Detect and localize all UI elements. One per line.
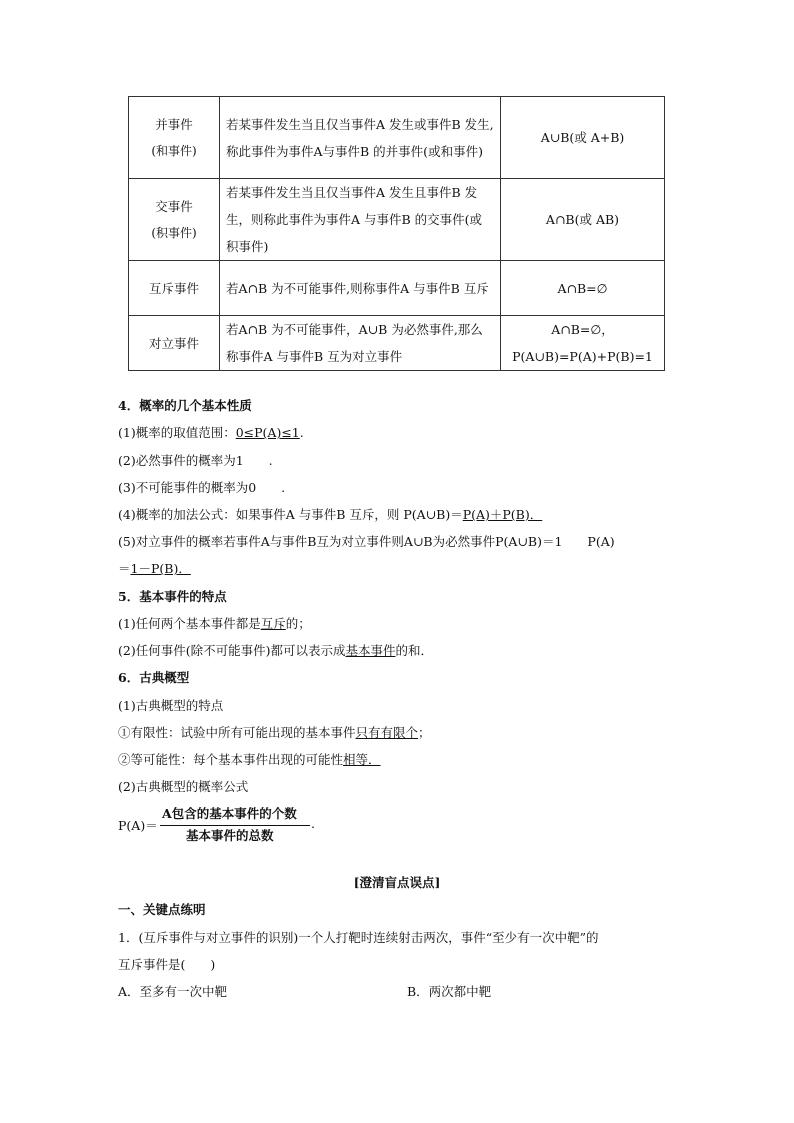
section-4-title: 4．概率的几个基本性质	[118, 398, 252, 413]
probability-formula-heading: (2)古典概型的概率公式	[118, 779, 249, 794]
event-name: 对立事件	[148, 335, 199, 351]
property-4	[118, 505, 542, 525]
equal-likelihood-text: ②等可能性：每个基本事件出现的可能性	[118, 752, 344, 767]
property-2: (2)必然事件的概率为1 .	[118, 453, 273, 468]
feature-2-end: 的和．	[395, 643, 433, 658]
event-symbol: A∩B=∅，P(A∪B)=P(A)+P(B)=1	[501, 316, 665, 371]
option-a: A．至多有一次中靶	[118, 984, 228, 999]
table-row	[129, 97, 665, 179]
table-row	[129, 261, 665, 316]
option-b: B．两次都中靶	[407, 984, 492, 999]
feature-2-text: (2)任何事件(除不可能事件)都可以表示成	[118, 643, 346, 658]
equal-likelihood-answer: 相等．	[343, 752, 381, 767]
event-symbol: A∪B(或 A+B)	[501, 97, 665, 179]
event-name: 互斥事件	[148, 280, 199, 296]
property-3: (3)不可能事件的概率为0 .	[118, 480, 286, 495]
event-alias: (和事件)	[151, 143, 197, 158]
event-symbol: A∩B=∅	[501, 261, 665, 316]
finiteness	[118, 723, 431, 743]
formula-denominator: 基本事件的总数	[186, 828, 274, 843]
section-5-title: 5．基本事件的特点	[118, 589, 227, 604]
formula-lhs: P(A)＝	[118, 818, 158, 833]
event-name-cell	[129, 179, 220, 261]
feature-1-answer: 互斥	[260, 616, 286, 631]
formula-numerator: A包含的基本事件的个数	[162, 806, 297, 821]
key-points-heading: 一、关键点练明	[118, 902, 206, 917]
property-1-end: .	[299, 425, 304, 440]
property-1-answer: 0≤P(A)≤1	[235, 425, 300, 440]
formula-period: .	[311, 816, 315, 831]
property-1-text: (1)概率的取值范围：	[118, 425, 236, 440]
property-4-text: (4)概率的加法公式：如果事件A 与事件B 互斥，则 P(A∪B)＝	[118, 507, 463, 522]
feature-1-end: 的；	[285, 616, 311, 631]
event-name-cell	[129, 261, 220, 316]
event-alias: (积事件)	[151, 225, 197, 240]
event-definition: 若A∩B 为不可能事件,则称事件A 与事件B 互斥	[220, 261, 501, 316]
property-4-answer: P(A)＋P(B)．	[462, 507, 543, 522]
event-name-cell	[129, 316, 220, 371]
event-definition: 若某事件发生当且仅当事件A 发生或事件B 发生,称此事件为事件A与事件B 的并事件(或和事件)	[220, 97, 501, 179]
event-name: 并事件	[155, 116, 193, 132]
equal-likelihood	[118, 750, 381, 770]
event-name-cell	[129, 97, 220, 179]
question-1-line-2: 互斥事件是( )	[118, 957, 216, 972]
property-1	[118, 423, 304, 443]
feature-1-text: (1)任何两个基本事件都是	[118, 616, 261, 631]
section-6-title: 6．古典概型	[118, 670, 190, 685]
event-definition: 若A∩B 为不可能事件，A∪B 为必然事件,那么称事件A 与事件B 互为对立事件	[220, 316, 501, 371]
finiteness-answer: 只有有限个	[355, 725, 419, 740]
property-5-answer: 1－P(B)．	[130, 561, 191, 576]
property-5-eq: ＝	[118, 561, 131, 576]
table-row	[129, 316, 665, 371]
table-row	[129, 179, 665, 261]
feature-2-answer: 基本事件	[345, 643, 396, 658]
finiteness-text: ①有限性：试验中所有可能出现的基本事件	[118, 725, 356, 740]
clarify-heading: [澄清盲点误点]	[353, 875, 441, 890]
finiteness-end: ；	[418, 725, 431, 740]
event-definition: 若某事件发生当且仅当事件A 发生且事件B 发生，则称此事件为事件A 与事件B 的交事件(或积事件)	[220, 179, 501, 261]
feature-1	[118, 614, 311, 634]
event-relations-table	[128, 96, 665, 371]
event-symbol: A∩B(或 AB)	[501, 179, 665, 261]
feature-2	[118, 641, 433, 661]
event-name: 交事件	[155, 198, 193, 214]
property-5: (5)对立事件的概率若事件A与事件B互为对立事件则A∪B为必然事件P(A∪B)＝1 P(A)	[118, 534, 615, 549]
question-1-line-1: 1．(互斥事件与对立事件的识别)一个人打靶时连续射击两次，事件“至少有一次中靶”的	[118, 930, 599, 945]
classical-features-heading: (1)古典概型的特点	[118, 698, 224, 713]
property-5-cont	[118, 559, 191, 579]
